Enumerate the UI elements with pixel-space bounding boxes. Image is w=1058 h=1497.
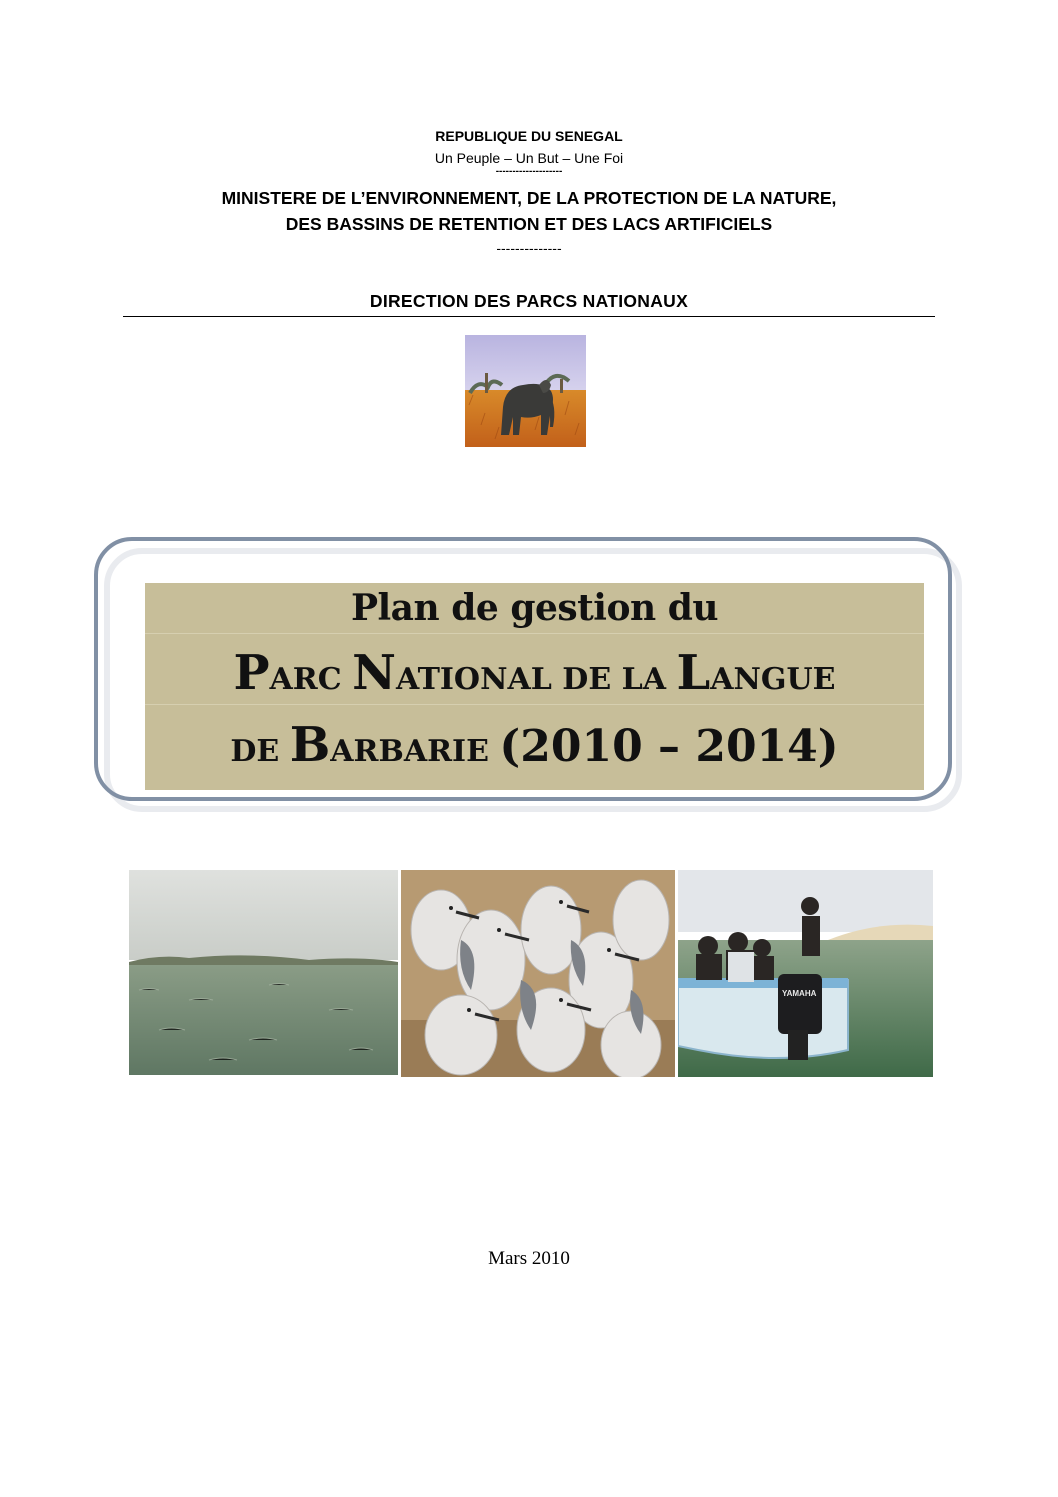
title-cap-b: B [289,717,331,773]
title-cap-p: P [233,645,270,701]
title-rule-1 [145,633,924,634]
gulls-photo [401,870,675,1077]
title-rule-2 [145,704,924,705]
title-line-2 [145,645,924,701]
title-word-de: DE [230,734,290,769]
ministry-line-1: MINISTERE DE L’ENVIRONNEMENT, DE LA PROTECTION DE LA NATURE, [221,188,837,208]
publication-date: Mars 2010 [488,1248,570,1269]
title-word-ational: ATIONAL DE LA [395,662,677,697]
separator-dashes-2: -------------- [496,240,562,256]
title-line-1: Plan de gestion du [350,587,719,629]
boat-photo [678,870,933,1077]
national-motto: Un Peuple – Un But – Une Foi [434,150,624,166]
title-line-3 [145,717,924,773]
title-word-arbarie: ARBARIE [330,734,500,769]
header-rule [123,316,935,317]
title-word-arc: ARC [269,662,353,697]
ministry-line-2: DES BASSINS DE RETENTION ET DES LACS ARTIFICIELS [285,214,773,234]
title-word-angue: ANGUE [710,662,836,697]
title-box [145,583,924,790]
title-years: (2010 – 2014) [499,721,839,772]
elephant-logo-image [465,335,586,447]
republic-heading: REPUBLIQUE DU SENEGAL [435,128,623,144]
direction-heading: DIRECTION DES PARCS NATIONAUX [369,291,689,311]
separator-dashes: -------------------- [495,166,563,177]
title-cap-l: L [676,645,711,701]
title-cap-n: N [352,645,396,701]
lagoon-photo [129,870,398,1075]
yamaha-label: YAMAHA [782,989,817,998]
